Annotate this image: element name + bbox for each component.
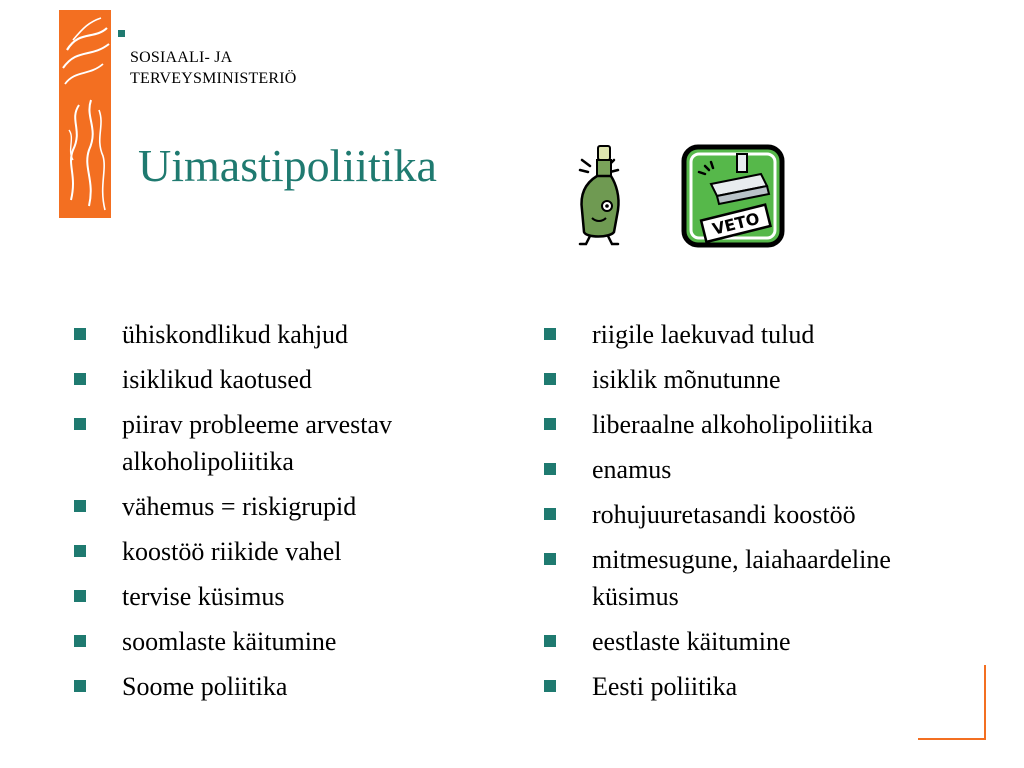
square-bullet-icon (74, 328, 86, 340)
list-item (74, 623, 494, 660)
ministry-line-2: TERVEYSMINISTERIÖ (130, 70, 297, 87)
list-item (544, 316, 974, 353)
square-bullet-icon (544, 508, 556, 520)
list-item (74, 361, 494, 398)
list-item (74, 488, 494, 525)
list-item-text: enamus (592, 455, 672, 484)
list-item (544, 406, 974, 443)
square-bullet-icon (74, 545, 86, 557)
list-item-text: eestlaste käitumine (592, 627, 791, 656)
corner-mark-horizontal (918, 738, 986, 740)
square-bullet-icon (74, 373, 86, 385)
square-bullet-icon (544, 463, 556, 475)
square-bullet-icon (544, 635, 556, 647)
list-item-text: liberaalne alkoholipoliitika (592, 410, 873, 439)
list-item (544, 668, 974, 705)
list-item-text: tervise küsimus (122, 582, 285, 611)
list-item (74, 316, 494, 353)
square-bullet-icon (544, 680, 556, 692)
left-bullet-list (74, 316, 494, 713)
list-item-text: rohujuuretasandi koostöö (592, 500, 856, 529)
list-item-text: isiklikud kaotused (122, 365, 312, 394)
list-item (544, 496, 974, 533)
right-bullet-list (544, 316, 974, 713)
list-item (544, 541, 974, 615)
ministry-logo (59, 10, 111, 218)
square-bullet-icon (74, 500, 86, 512)
square-bullet-icon (544, 373, 556, 385)
list-item-text: piirav probleeme arvestav (122, 410, 392, 439)
square-bullet-icon (544, 328, 556, 340)
list-item (74, 406, 494, 480)
list-item (74, 533, 494, 570)
cartoon-bottle-icon (570, 140, 632, 250)
ministry-logo-figure-icon (59, 10, 111, 218)
veto-stamp-icon (681, 144, 785, 248)
square-bullet-icon (544, 553, 556, 565)
list-item-text: ühiskondlikud kahjud (122, 320, 349, 349)
list-item-text: koostöö riikide vahel (122, 537, 342, 566)
square-bullet-icon (74, 590, 86, 602)
list-item (74, 668, 494, 705)
list-item-text: mitmesugune, laiahaardeline (592, 545, 891, 574)
list-item-text: soomlaste käitumine (122, 627, 337, 656)
logo-dot (118, 30, 125, 37)
veto-label: VETO (710, 208, 762, 239)
list-item (544, 451, 974, 488)
list-item-text: vähemus = riskigrupid (122, 492, 357, 521)
list-item-text: Soome poliitika (122, 672, 288, 701)
list-item-text: alkoholipoliitika (122, 447, 294, 476)
square-bullet-icon (74, 418, 86, 430)
list-item (74, 578, 494, 615)
square-bullet-icon (74, 680, 86, 692)
list-item-text: küsimus (592, 582, 679, 611)
list-item-text: Eesti poliitika (592, 672, 738, 701)
page-title: Uimastipoliitika (138, 140, 437, 191)
square-bullet-icon (74, 635, 86, 647)
square-bullet-icon (544, 418, 556, 430)
ministry-line-1: SOSIAALI- JA (130, 49, 233, 66)
list-item (544, 623, 974, 660)
ministry-name (130, 47, 297, 89)
list-item (544, 361, 974, 398)
list-item-text: riigile laekuvad tulud (592, 320, 815, 349)
list-item-text: isiklik mõnutunne (592, 365, 781, 394)
corner-mark-vertical (984, 665, 986, 740)
